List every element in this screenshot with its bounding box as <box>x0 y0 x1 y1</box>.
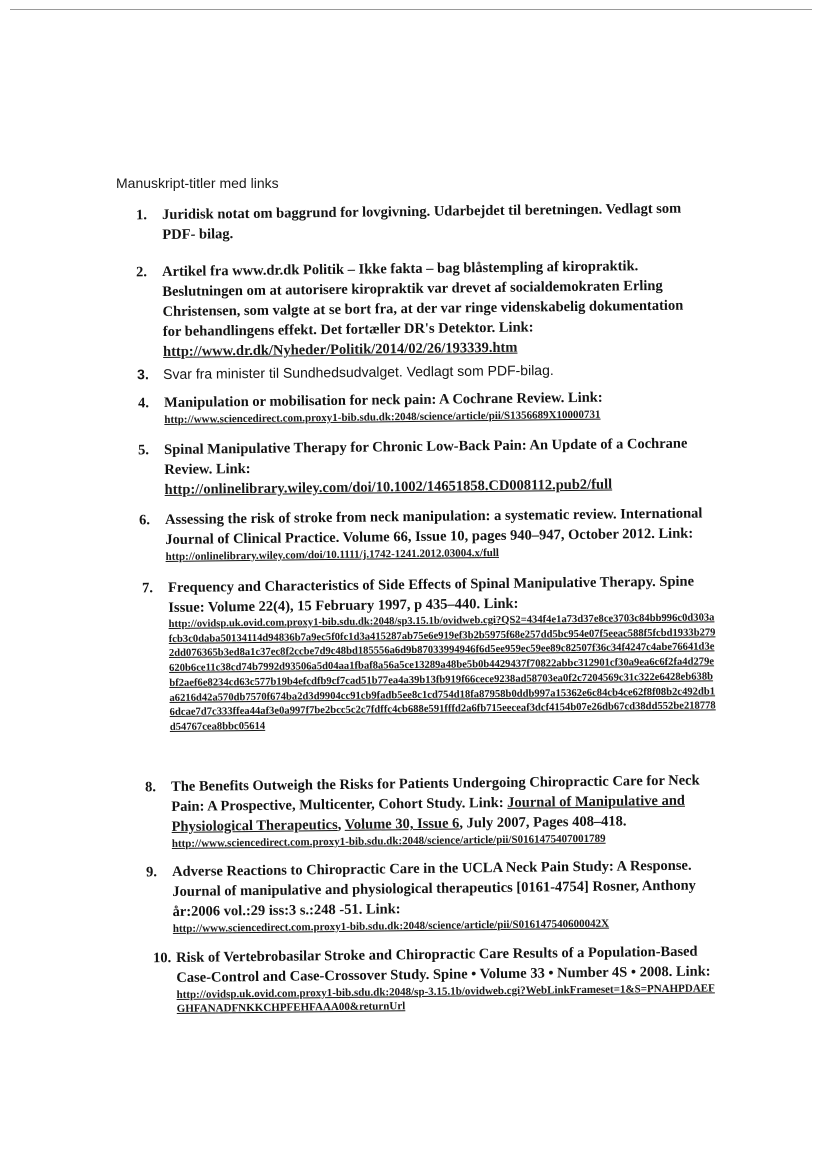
item-text: , <box>337 816 345 833</box>
item-text: The Benefits Outweigh the Risks for Patients Undergoing Chiropractic Care for Neck Pain: A Prospective, Multicenter, Cohort Study. Link: <box>171 772 700 815</box>
item-link[interactable]: http://onlinelibrary.wiley.com/doi/10.1111/j.1742-1241.2012.03004.x/full <box>165 546 500 563</box>
item-number: 2. <box>136 264 148 281</box>
item-text: Adverse Reactions to Chiropractic Care in the UCLA Neck Pain Study: A Response. Journal of manipulative and physiological therapeutics [0161-4754] Rosner, Anthony år:2006 vol.:29 iss:3 s.:248 -51. Link: <box>172 857 696 920</box>
item-number: 5. <box>138 442 150 459</box>
item-text: Juridisk notat om baggrund for lovgivning. Udarbejdet til beretningen. Vedlagt som PDF- bilag. <box>162 200 682 243</box>
item-text: Spinal Manipulative Therapy for Chronic Low-Back Pain: An Update of a Cochrane Review. Link: <box>164 435 688 478</box>
item-link[interactable]: http://onlinelibrary.wiley.com/doi/10.1002/14651858.CD008112.pub2/full <box>164 476 613 498</box>
journal-link[interactable]: Journal of Manipulative and Physiological Therapeutics <box>171 792 686 835</box>
item-text: Svar fra minister til Sundhedsudvalget. Vedlagt som PDF-bilag. <box>163 361 554 382</box>
item-link[interactable]: http://www.dr.dk/Nyheder/Politik/2014/02/26/193339.htm <box>163 339 518 360</box>
list-item <box>142 572 716 736</box>
page-title: Manuskript-titler med links <box>116 175 279 191</box>
item-link[interactable]: http://www.sciencedirect.com.proxy1-bib.sdu.dk:2048/science/article/pii/S0161475407001789 <box>171 832 606 850</box>
item-text: Manipulation or mobilisation for neck pain: A Cochrane Review. Link: <box>164 389 603 411</box>
list-item <box>153 941 722 1016</box>
item-date: , July 2007, Pages 408–418. <box>459 813 627 832</box>
item-number: 1. <box>136 207 148 224</box>
list-item <box>146 855 713 936</box>
item-number: 6. <box>139 512 151 529</box>
item-number: 10. <box>153 950 172 967</box>
item-text: Artikel fra www.dr.dk Politik – Ikke fakta – bag blåstempling af kiropraktik. Beslutningen om at autorisere kiropraktik var drevet af socialdemokraten Erling Christensen, som valgte at se bort fra, at der var ringe videnskabelig dokumentation for behandlingens effekt. Det fortæller DR's Detektor. Link: <box>162 258 684 340</box>
item-number: 9. <box>146 864 158 881</box>
item-text: Frequency and Characteristics of Side Effects of Spinal Manipulative Therapy. Spine Issue: Volume 22(4), 15 February 1997, p 435–440. Link: <box>168 573 695 616</box>
item-number: 7. <box>142 580 154 597</box>
item-link[interactable]: http://ovidsp.uk.ovid.com.proxy1-bib.sdu.dk:2048/sp3.15.1b/ovidweb.cgi?QS2=434f4e1a73d37e8ce3703c84bb996c0d303afcb3c0daba50134114d94836b7a9ec5f0fc1d3a415287ab75e6e919ef3b2b5975f68e257dd5bc954e07f5eeac588f5fcbd1933b2792dd076365b3ed8a1c37ec8f2ccbe7d9c48bd185556a6d9b87033994946f6d5ee959ec59ee89c82507f36c34f4247c4abe76641d3e620b6ce11c38cd74b7992d93506a5d04aa1fbaf8a56a5ce13289a48be5b0b4429437f70822abbc312901cf30a9ea6c6f2fa4d279ebf2aef6e8234cd63c577b19b4efcdfb9cf7cad51b77ea4a39b13fb919f66cece9238ad58703ea0f2c7204569c31c322e6428eb638ba6216d42a570db7570f674ba2d3d9904cc91cb9fadb5ee8c1cd754d18fa87958b0ddb997a15362e6c84cb4ce62f8f08b2c492db16dcae7d7c333ffea44af3e0a997f7be2bcc5c2c7fdffc4cb688e591fffd2a6fb715eeceaf3dcf4154b07e26db67cd38dd552be218778d54767cea8bbc05614 <box>168 612 716 733</box>
list-item <box>138 386 709 427</box>
item-number: 8. <box>145 779 157 796</box>
volume-link[interactable]: Volume 30, Issue 6 <box>344 815 460 833</box>
item-text: Risk of Vertebrobasilar Stroke and Chiropractic Care Results of a Population-Based Case-Control and Case-Crossover Study. Spine • Volume 33 • Number 4S • 2008. Link: <box>176 943 711 986</box>
list-item <box>145 770 707 851</box>
item-link[interactable]: http://www.sciencedirect.com.proxy1-bib.sdu.dk:2048/science/article/pii/S1356689X10000731 <box>164 408 601 426</box>
list-item <box>136 256 693 362</box>
list-item <box>138 434 695 500</box>
item-text: Assessing the risk of stroke from neck manipulation: a systematic review. International Journal of Clinical Practice. Volume 66, Issue 10, pages 940–947, October 2012. Link: <box>165 505 703 548</box>
list-item <box>139 503 716 564</box>
list-item <box>136 198 698 245</box>
item-link[interactable]: http://ovidsp.uk.ovid.com.proxy1-bib.sdu.dk:2048/sp-3.15.1b/ovidweb.cgi?WebLinkFrameset=1&S=PNAHPDAEFGHFANADFNKKCHPFEHFAAA00&returnUrl <box>176 982 715 1015</box>
item-number: 3. <box>137 366 149 383</box>
item-number: 4. <box>138 395 150 412</box>
item-link[interactable]: http://www.sciencedirect.com.proxy1-bib.sdu.dk:2048/science/article/pii/S016147540600042X <box>172 917 610 935</box>
list-item <box>137 358 703 384</box>
